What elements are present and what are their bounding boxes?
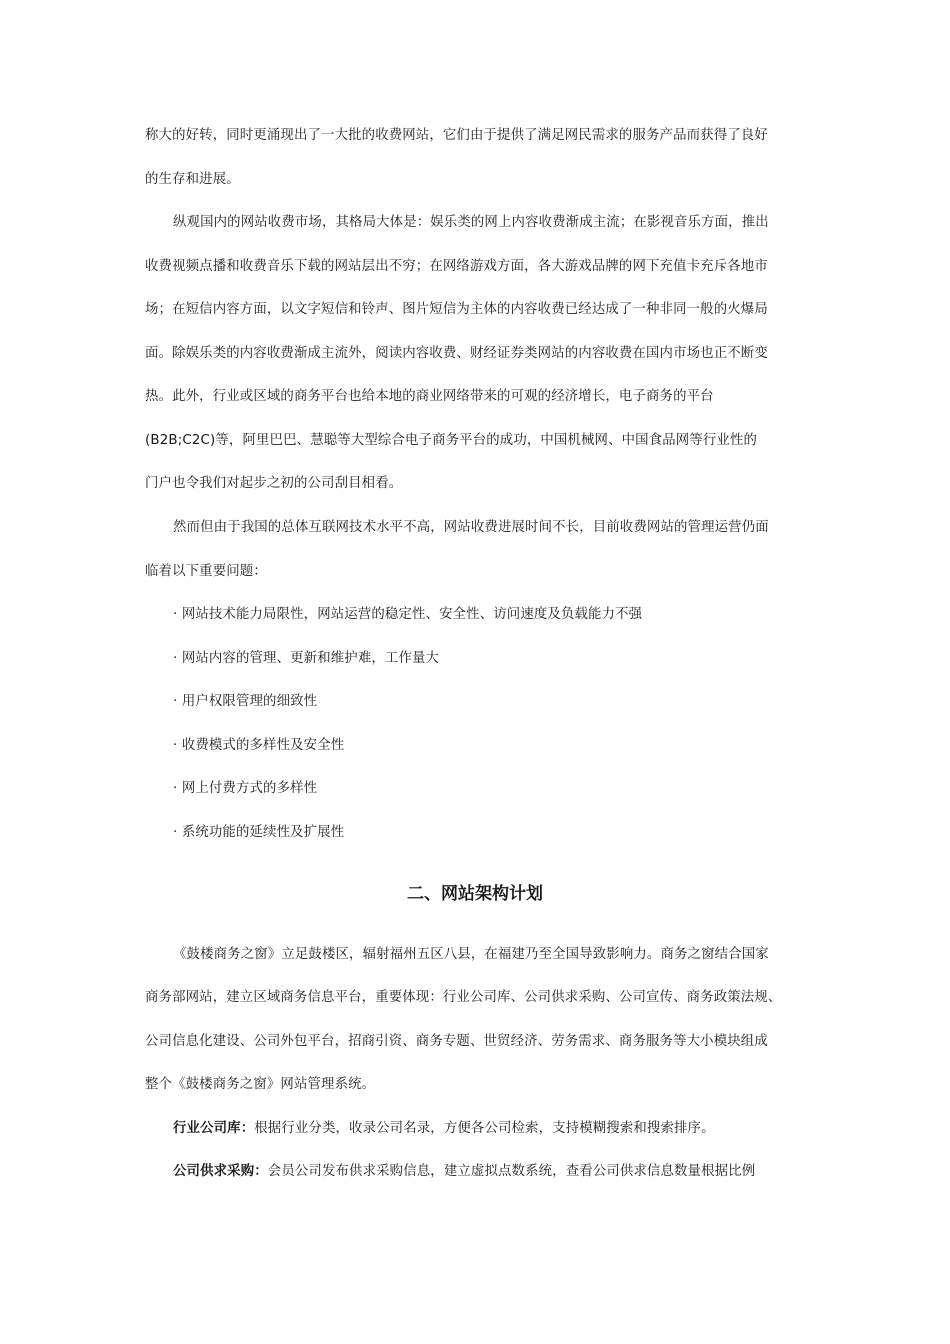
paragraph-line: 收费视频点播和收费音乐下载的网站层出不穷；在网络游戏方面，各大游戏品牌的网下充值卡充斥各地市 (145, 259, 768, 274)
bullet-item: · 网站内容的管理、更新和维护难，工作量大 (173, 651, 440, 666)
term-text: 会员公司发布供求采购信息，建立虚拟点数系统，查看公司供求信息数量根据比例 (267, 1164, 756, 1179)
paragraph-line: 热。此外，行业或区域的商务平台也给本地的商业网络带来的可观的经济增长，电子商务的平台 (145, 389, 714, 404)
paragraph-line: 整个《鼓楼商务之窗》网站管理系统。 (145, 1077, 376, 1092)
paragraph-line: 《鼓楼商务之窗》立足鼓楼区，辐射福州五区八县，在福建乃至全国导致影响力。商务之窗结合国家 (173, 947, 769, 962)
paragraph-line: 场；在短信内容方面，以文字短信和铃声、图片短信为主体的内容收费已经达成了一种非同一般的火爆局 (145, 302, 768, 317)
paragraph-line: (B2B;C2C)等，阿里巴巴、慧聪等大型综合电子商务平台的成功，中国机械网、中国食品网等行业性的 (145, 433, 758, 448)
bullet-item: · 网站技术能力局限性，网站运营的稳定性、安全性、访问速度及负载能力不强 (173, 607, 643, 622)
paragraph-line: 商务部网站，建立区域商务信息平台，重要体现：行业公司库、公司供求采购、公司宣传、商务政策法规、 (145, 990, 782, 1005)
paragraph-line: 的生存和进展。 (145, 172, 240, 187)
bullet-item: · 收费模式的多样性及安全性 (173, 738, 345, 753)
term-text: 根据行业分类，收录公司名录，方便各公司检索，支持模糊搜索和搜索排序。 (254, 1121, 715, 1136)
paragraph-line: 门户也令我们对起步之初的公司刮目相看。 (145, 476, 403, 491)
bullet-item: · 系统功能的延续性及扩展性 (173, 825, 345, 840)
section-heading: 二、网站架构计划 (407, 884, 543, 904)
paragraph-line: 纵观国内的网站收费市场，其格局大体是：娱乐类的网上内容收费渐成主流；在影视音乐方面，推出 (173, 215, 769, 230)
paragraph-line: 临着以下重要问题： (145, 564, 267, 579)
definition-line (173, 1163, 755, 1181)
term-label: 行业公司库： (173, 1121, 255, 1136)
term-label: 公司供求采购： (173, 1164, 268, 1179)
bullet-item: · 用户权限管理的细致性 (173, 694, 318, 709)
definition-line (173, 1120, 715, 1138)
paragraph-line: 公司信息化建设、公司外包平台，招商引资、商务专题、世贸经济、劳务需求、商务服务等大小模块组成 (145, 1034, 768, 1049)
bullet-item: · 网上付费方式的多样性 (173, 781, 318, 796)
paragraph-line: 面。除娱乐类的内容收费渐成主流外，阅读内容收费、财经证券类网站的内容收费在国内市场也正不断变 (145, 346, 768, 361)
paragraph-line: 然而但由于我国的总体互联网技术水平不高，网站收费进展时间不长，目前收费网站的管理运营仍面 (173, 520, 769, 535)
paragraph-line: 称大的好转，同时更涌现出了一大批的收费网站，它们由于提供了满足网民需求的服务产品而获得了良好 (145, 128, 768, 143)
